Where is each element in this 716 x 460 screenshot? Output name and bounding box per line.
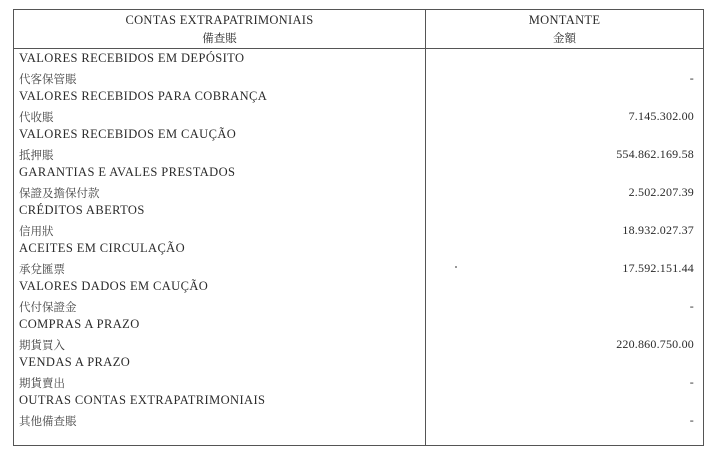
account-name-zh: 承兌匯票 (19, 262, 65, 276)
account-name-pt: VALORES RECEBIDOS EM CAUÇÃO (19, 127, 237, 141)
account-name-pt: CRÉDITOS ABERTOS (19, 203, 145, 217)
account-name-pt: GARANTIAS E AVALES PRESTADOS (19, 165, 236, 179)
table-row (14, 334, 703, 353)
table-row (14, 201, 703, 220)
column-header-accounts-pt: CONTAS EXTRAPATRIMONIAIS (125, 13, 314, 27)
amount-value: - (689, 413, 694, 427)
table-row (14, 182, 703, 201)
table-row (14, 391, 703, 410)
account-name-pt: VALORES RECEBIDOS PARA COBRANÇA (19, 89, 268, 103)
account-name-pt: OUTRAS CONTAS EXTRAPATRIMONIAIS (19, 393, 266, 407)
amount-value: 17.592.151.44 (622, 261, 694, 275)
table-row (14, 277, 703, 296)
account-name-pt: ACEITES EM CIRCULAÇÃO (19, 241, 186, 255)
column-header-amount (426, 10, 703, 48)
amount-value: 2.502.207.39 (628, 185, 694, 199)
table-row (14, 68, 703, 87)
table-row (14, 144, 703, 163)
amount-value: 7.145.302.00 (628, 109, 694, 123)
table-row (14, 87, 703, 106)
table-body (14, 49, 703, 429)
account-name-zh: 其他備查賬 (19, 414, 77, 428)
account-name-zh: 代客保管賬 (19, 72, 77, 86)
account-name-zh: 期貨買入 (19, 338, 65, 352)
account-name-pt: VALORES DADOS EM CAUÇÃO (19, 279, 209, 293)
account-name-zh: 代付保證金 (19, 300, 77, 314)
amount-value: 18.932.027.37 (622, 223, 694, 237)
table-row (14, 315, 703, 334)
table-row (14, 353, 703, 372)
table-row (14, 106, 703, 125)
table-row (14, 296, 703, 315)
off-balance-sheet-table (13, 9, 704, 446)
column-header-accounts-zh: 備查賬 (202, 31, 237, 45)
table-row (14, 49, 703, 68)
amount-value: 554.862.169.58 (616, 147, 694, 161)
table-row (14, 372, 703, 391)
table-row (14, 125, 703, 144)
account-name-pt: VALORES RECEBIDOS EM DEPÓSITO (19, 51, 245, 65)
account-name-zh: 信用狀 (19, 224, 54, 238)
table-row (14, 220, 703, 239)
table-row (14, 239, 703, 258)
account-name-pt: VENDAS A PRAZO (19, 355, 131, 369)
account-name-pt: COMPRAS A PRAZO (19, 317, 140, 331)
account-name-zh: 抵押賬 (19, 148, 54, 162)
scan-speck (455, 266, 457, 268)
amount-value: - (689, 71, 694, 85)
column-header-amount-zh: 金額 (553, 31, 576, 45)
amount-value: 220.860.750.00 (616, 337, 694, 351)
account-name-zh: 保證及擔保付款 (19, 186, 100, 200)
column-header-amount-pt: MONTANTE (528, 13, 601, 27)
amount-value: - (689, 375, 694, 389)
column-header-accounts (14, 10, 425, 48)
table-row (14, 258, 703, 277)
account-name-zh: 期貨賣出 (19, 376, 65, 390)
table-row (14, 410, 703, 429)
amount-value: - (689, 299, 694, 313)
account-name-zh: 代收賬 (19, 110, 54, 124)
table-row (14, 163, 703, 182)
